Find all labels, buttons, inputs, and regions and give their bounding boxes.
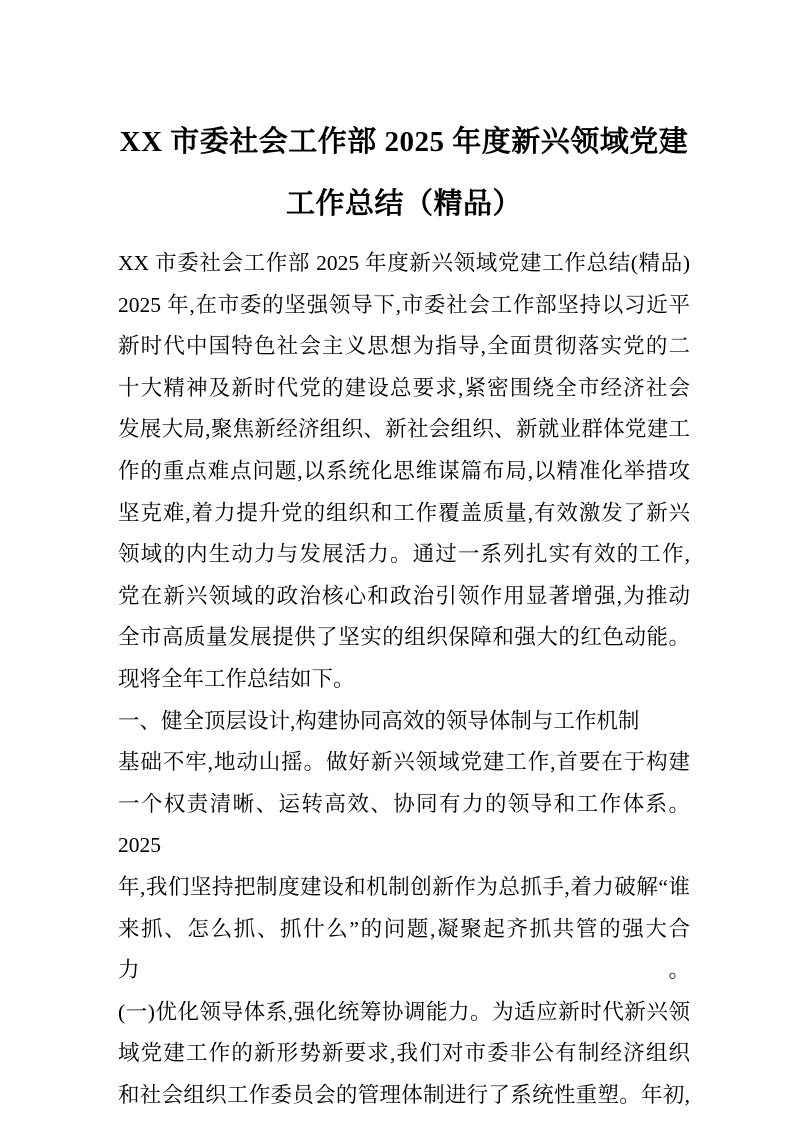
body-line: 年,我们坚持把制度建设和机制创新作为总抓手,着力破解“谁 [118, 874, 690, 899]
body-line: 和社会组织工作委员会的管理体制进行了系统性重塑。年初, [118, 1082, 690, 1107]
body-line: 新时代中国特色社会主义思想为指导,全面贯彻落实党的二 [118, 334, 690, 359]
body-line: 一个权责清晰、运转高效、协同有力的领导和工作体系。2025 [118, 791, 690, 858]
body-line: 域党建工作的新形势新要求,我们对市委非公有制经济组织 [118, 1041, 690, 1066]
body-line: 现将全年工作总结如下。 [118, 666, 355, 691]
body-line: 来抓、怎么抓、抓什么”的问题,凝聚起齐抓共管的强大合力。 [118, 916, 690, 983]
body-line: 基础不牢,地动山摇。做好新兴领域党建工作,首要在于构建 [118, 750, 690, 775]
document-title-line-1: XX 市委社会工作部 2025 年度新兴领域党建 [119, 126, 689, 158]
document-body [118, 243, 690, 1116]
document-title [118, 111, 690, 235]
section-heading: 一、健全顶层设计,构建协同高效的领导体制与工作机制 [118, 708, 640, 733]
body-line: 领域的内生动力与发展活力。通过一系列扎实有效的工作, [118, 542, 690, 567]
body-line: 发展大局,聚焦新经济组织、新社会组织、新就业群体党建工 [118, 417, 690, 442]
body-line: 坚克难,着力提升党的组织和工作覆盖质量,有效激发了新兴 [118, 500, 690, 525]
body-line: 2025 年,在市委的坚强领导下,市委社会工作部坚持以习近平 [118, 292, 690, 317]
body-line: 十大精神及新时代党的建设总要求,紧密围绕全市经济社会 [118, 375, 690, 400]
body-line: 党在新兴领域的政治核心和政治引领作用显著增强,为推动 [118, 583, 690, 608]
body-line: XX 市委社会工作部 2025 年度新兴领域党建工作总结(精品) [118, 251, 690, 275]
body-line: 作的重点难点问题,以系统化思维谋篇布局,以精准化举措攻 [118, 458, 690, 483]
body-line: (一)优化领导体系,强化统筹协调能力。为适应新时代新兴领 [118, 999, 690, 1024]
document-title-line-2: 工作总结（精品） [285, 188, 522, 220]
body-line: 全市高质量发展提供了坚实的组织保障和强大的红色动能。 [118, 625, 690, 650]
